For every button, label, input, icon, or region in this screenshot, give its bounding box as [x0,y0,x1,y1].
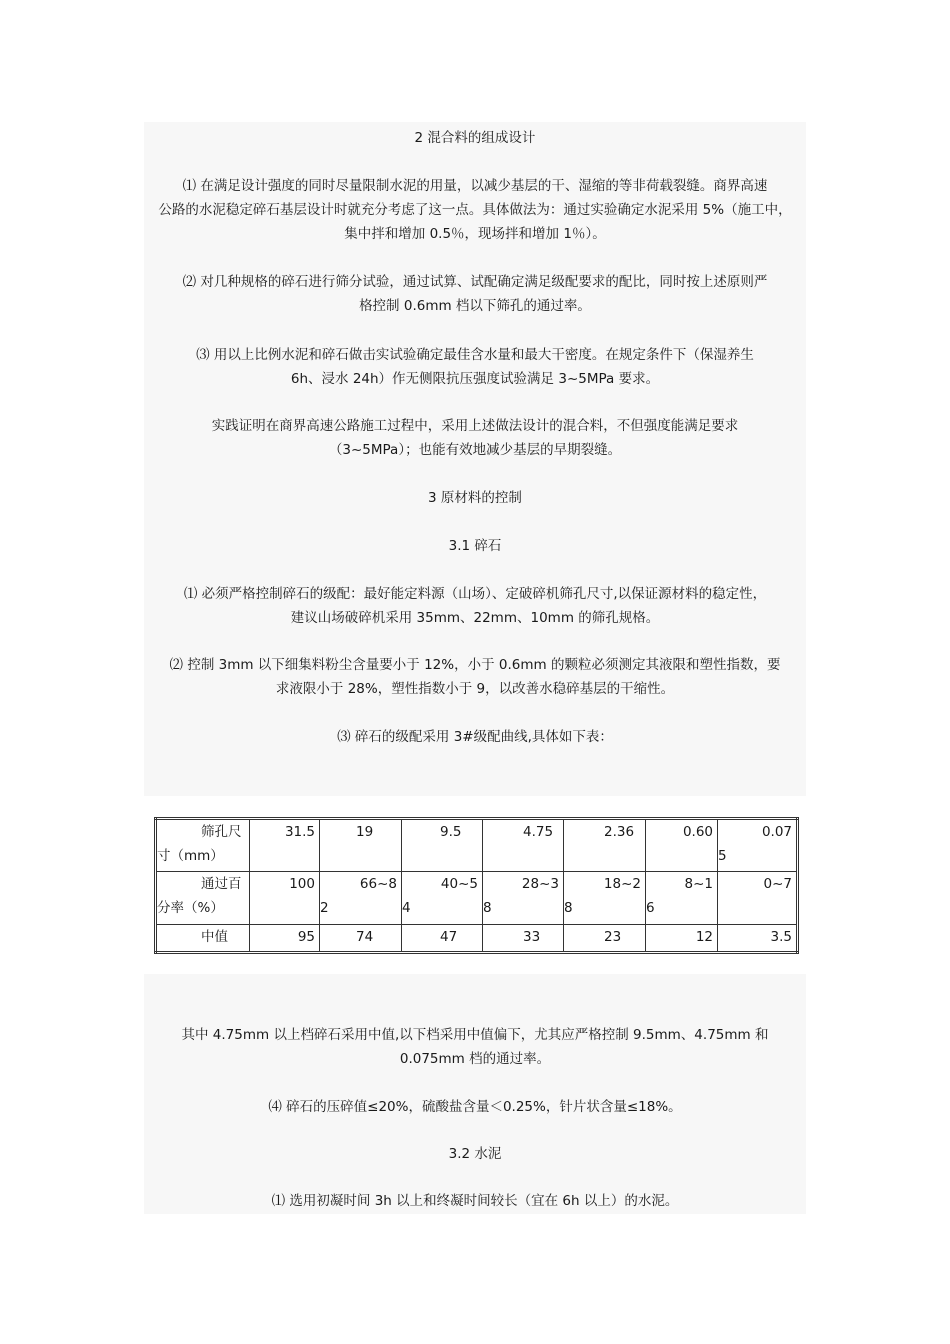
paragraph: ⑷ 碎石的压碎值≤20%，硫酸盐含量＜0.25%，针片状含量≤18%。 [268,1099,682,1115]
paragraph: 实践证明在商界高速公路施工过程中，采用上述做法设计的混合料，不但强度能满足要求 （3~5MPa）；也能有效地减少基层的早期裂缝。 [211,418,739,458]
section-heading: 3 原材料的控制 [428,490,522,506]
table-row [156,925,798,953]
table-cell: 0.60 [646,819,718,872]
row-header: 中值 [156,925,250,953]
table-cell: 28~3 8 [483,872,564,925]
row-header: 通过百 分率（%） [156,872,250,925]
subsection-heading: 3.2 水泥 [448,1146,502,1162]
table-cell: 18~2 8 [564,872,646,925]
table-row [156,819,798,872]
table-cell: 40~5 4 [402,872,483,925]
paragraph: ⑶ 用以上比例水泥和碎石做击实试验确定最佳含水量和最大干密度。在规定条件下（保湿养生 6h、浸水 24h）作无侧限抗压强度试验满足 3~5MPa 要求。 [196,347,754,387]
table-cell: 9.5 [402,819,483,872]
table-cell: 31.5 [250,819,320,872]
paragraph: ⑵ 控制 3mm 以下细集料粉尘含量要小于 12%，小于 0.6mm 的颗粒必须测定其液限和塑性指数，要 求液限小于 28%，塑性指数小于 9，以改善水稳碎基层的干缩性。 [169,657,781,697]
paragraph: ⑶ 碎石的级配采用 3#级配曲线,具体如下表： [337,729,613,745]
table-cell: 33 [483,925,564,953]
paragraph: 其中 4.75mm 以上档碎石采用中值,以下档采用中值偏下，尤其应严格控制 9.5mm、4.75mm 和 0.075mm 档的通过率。 [181,1027,769,1067]
table-cell: 47 [402,925,483,953]
lower-text-block [144,974,806,1214]
table-cell: 2.36 [564,819,646,872]
table-cell: 12 [646,925,718,953]
table-cell: 74 [320,925,402,953]
table-cell: 0~7 [718,872,798,925]
table-cell: 23 [564,925,646,953]
table-cell: 3.5 [718,925,798,953]
section-heading: 2 混合料的组成设计 [414,130,536,146]
paragraph: ⑴ 选用初凝时间 3h 以上和终凝时间较长（宜在 6h 以上）的水泥。 [271,1193,679,1209]
paragraph: ⑵ 对几种规格的碎石进行筛分试验，通过试算、试配确定满足级配要求的配比，同时按上述原则严 格控制 0.6mm 档以下筛孔的通过率。 [182,274,768,314]
paragraph: ⑴ 必须严格控制碎石的级配：最好能定料源（山场）、定破碎机筛孔尺寸,以保证源材料的稳定性， 建议山场破碎机采用 35mm、22mm、10mm 的筛孔规格。 [183,586,767,626]
table-cell: 4.75 [483,819,564,872]
gradation-table [154,817,799,954]
table-cell: 0.07 5 [718,819,798,872]
table-cell: 66~8 2 [320,872,402,925]
paragraph: ⑴ 在满足设计强度的同时尽量限制水泥的用量，以减少基层的干、湿缩的等非荷载裂缝。商界高速 公路的水泥稳定碎石基层设计时就充分考虑了这一点。具体做法为：通过实验确定水泥采用 5%（施工中， 集中拌和增加 0.5％，现场拌和增加 1％）。 [158,178,792,242]
table-cell: 100 [250,872,320,925]
subsection-heading: 3.1 碎石 [448,538,502,554]
table-cell: 95 [250,925,320,953]
table-cell: 19 [320,819,402,872]
table-cell: 8~1 6 [646,872,718,925]
table-row [156,872,798,925]
upper-text-block [144,122,806,796]
row-header: 筛孔尺 寸（mm） [156,819,250,872]
